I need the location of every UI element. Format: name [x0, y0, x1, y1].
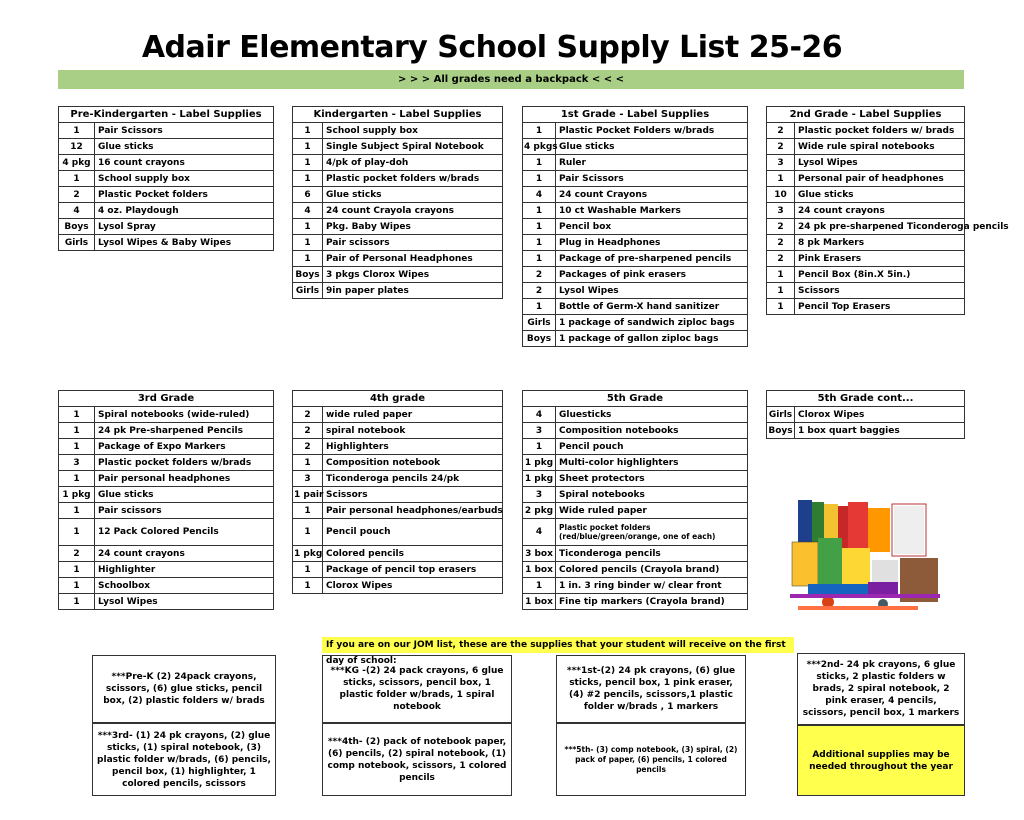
table-row: [523, 546, 748, 562]
table-row: [59, 123, 274, 139]
table-row: [293, 123, 503, 139]
quantity-cell: 1: [293, 562, 323, 578]
table-row: [59, 139, 274, 155]
quantity-cell: 1: [293, 503, 323, 519]
quantity-cell: 2: [767, 139, 795, 155]
table-row: [293, 219, 503, 235]
quantity-cell: 1 box: [523, 594, 556, 610]
jom-3rd-box: ***3rd- (1) 24 pk crayons, (2) glue sticks, (1) spiral notebook, (3) plastic folder w/brads, (6) pencils, pencil box, (1) highlighter, 1 colored pencils, scissors: [92, 723, 276, 796]
item-cell: Plastic Pocket folders: [95, 187, 274, 203]
quantity-cell: 1 pair: [293, 487, 323, 503]
grade-table: [292, 390, 503, 594]
item-cell: Lysol Wipes & Baby Wipes: [95, 235, 274, 251]
table-row: [523, 471, 748, 487]
table-row: [59, 546, 274, 562]
table-row: [523, 562, 748, 578]
table-row: [523, 171, 748, 187]
grade-table: [522, 106, 748, 347]
table-row: [293, 139, 503, 155]
item-cell: School supply box: [95, 171, 274, 187]
item-cell: Gluesticks: [556, 407, 748, 423]
item-cell: Pencil box: [556, 219, 748, 235]
item-cell: Schoolbox: [95, 578, 274, 594]
item-cell: Plug in Headphones: [556, 235, 748, 251]
item-cell: Ticonderoga pencils 24/pk: [323, 471, 503, 487]
quantity-cell: 1: [523, 203, 556, 219]
item-cell: 24 count crayons: [795, 203, 965, 219]
quantity-cell: 1: [523, 235, 556, 251]
item-cell: Plastic pocket folders w/ brads: [795, 123, 965, 139]
item-cell: 10 ct Washable Markers: [556, 203, 748, 219]
item-cell: Pkg. Baby Wipes: [323, 219, 503, 235]
table-row: [523, 139, 748, 155]
item-cell: Fine tip markers (Crayola brand): [556, 594, 748, 610]
table-row: [59, 562, 274, 578]
table-row: [59, 578, 274, 594]
table-row: [767, 423, 965, 439]
quantity-cell: 1: [767, 283, 795, 299]
quantity-cell: 1: [293, 171, 323, 187]
quantity-cell: 3: [523, 487, 556, 503]
quantity-cell: 3: [59, 455, 95, 471]
table-row: [523, 299, 748, 315]
quantity-cell: 2: [767, 123, 795, 139]
table-row: [767, 171, 965, 187]
table-row: [523, 235, 748, 251]
item-cell: Glue sticks: [323, 187, 503, 203]
item-cell: 1 package of sandwich ziploc bags: [556, 315, 748, 331]
table-row: [293, 267, 503, 283]
quantity-cell: 1: [59, 503, 95, 519]
table-row: [293, 407, 503, 423]
quantity-cell: 3: [523, 423, 556, 439]
table-row: [293, 235, 503, 251]
table-row: [523, 503, 748, 519]
table-row: [523, 487, 748, 503]
table-row: [293, 503, 503, 519]
table-row: [293, 562, 503, 578]
table-row: [523, 123, 748, 139]
jom-4th-box: ***4th- (2) pack of notebook paper, (6) pencils, (2) spiral notebook, (1) comp notebook, scissors, 1 colored pencils: [322, 723, 512, 796]
jom-5th-box: ***5th- (3) comp notebook, (3) spiral, (2) pack of paper, (6) pencils, 1 colored pencils: [556, 723, 746, 796]
quantity-cell: 2: [59, 187, 95, 203]
table-row: [59, 439, 274, 455]
table-row: [767, 267, 965, 283]
table-row: [59, 519, 274, 546]
table-row: [523, 155, 748, 171]
item-cell: Spiral notebooks (wide-ruled): [95, 407, 274, 423]
table-row: [293, 546, 503, 562]
quantity-cell: 3 box: [523, 546, 556, 562]
quantity-cell: 1 pkg: [523, 471, 556, 487]
table-row: [59, 235, 274, 251]
quantity-cell: Girls: [523, 315, 556, 331]
quantity-cell: 4: [59, 203, 95, 219]
table-row: [293, 519, 503, 546]
table-row: [59, 487, 274, 503]
table-row: [59, 503, 274, 519]
quantity-cell: 1: [523, 439, 556, 455]
item-cell: 12 Pack Colored Pencils: [95, 519, 274, 546]
item-cell: Ruler: [556, 155, 748, 171]
quantity-cell: 6: [293, 187, 323, 203]
page-title: Adair Elementary School Supply List 25-26: [141, 30, 843, 65]
grade-table: [58, 390, 274, 610]
quantity-cell: 1: [523, 155, 556, 171]
item-cell: Glue sticks: [795, 187, 965, 203]
item-cell: School supply box: [323, 123, 503, 139]
item-cell: Clorox Wipes: [795, 407, 965, 423]
grade-table: [766, 106, 1009, 315]
table-row: [523, 315, 748, 331]
item-cell: Highlighters: [323, 439, 503, 455]
jom-1st-box: ***1st-(2) 24 pk crayons, (6) glue sticks, pencil box, 1 pink eraser, (4) #2 pencils, scissors,1 plastic folder w/brads , 1 markers: [556, 655, 746, 723]
quantity-cell: 3: [767, 155, 795, 171]
quantity-cell: 1: [523, 219, 556, 235]
backpack-banner: > > > All grades need a backpack < < <: [58, 70, 964, 89]
item-cell: Pair of Personal Headphones: [323, 251, 503, 267]
item-cell: Pair personal headphones: [95, 471, 274, 487]
table-row: [293, 203, 503, 219]
table-row: [523, 455, 748, 471]
table-title: 1st Grade - Label Supplies: [523, 107, 748, 123]
table-row: [767, 155, 965, 171]
table-row: [767, 187, 965, 203]
table-row: [523, 578, 748, 594]
quantity-cell: 1 pkg: [523, 455, 556, 471]
quantity-cell: 2: [767, 235, 795, 251]
item-cell: Ticonderoga pencils: [556, 546, 748, 562]
quantity-cell: 1: [59, 407, 95, 423]
item-cell: Package of pencil top erasers: [323, 562, 503, 578]
quantity-cell: 4 pkg: [59, 155, 95, 171]
table-row: [523, 187, 748, 203]
quantity-cell: 2 pkg: [523, 503, 556, 519]
jom-kg-box: ***KG -(2) 24 pack crayons, 6 glue sticks, scissors, pencil box, 1 plastic folder w/brads, 1 spiral notebook: [322, 655, 512, 723]
table-row: [293, 171, 503, 187]
item-cell: Multi-color highlighters: [556, 455, 748, 471]
quantity-cell: 1: [523, 171, 556, 187]
item-cell: Package of Expo Markers: [95, 439, 274, 455]
quantity-cell: 2: [293, 439, 323, 455]
item-cell: Scissors: [795, 283, 965, 299]
table-row: [59, 203, 274, 219]
item-cell: 1 package of gallon ziploc bags: [556, 331, 748, 347]
item-cell: 4/pk of play-doh: [323, 155, 503, 171]
quantity-cell: Girls: [59, 235, 95, 251]
table-row: [293, 471, 503, 487]
quantity-cell: Boys: [59, 219, 95, 235]
quantity-cell: 1: [767, 299, 795, 315]
quantity-cell: 2: [767, 251, 795, 267]
item-cell: Wide rule spiral notebooks: [795, 139, 965, 155]
item-cell: Pair Scissors: [95, 123, 274, 139]
table-row: [523, 331, 748, 347]
quantity-cell: 2: [523, 283, 556, 299]
item-cell: Plastic Pocket Folders w/brads: [556, 123, 748, 139]
table-title: 5th Grade cont...: [767, 391, 965, 407]
quantity-cell: 1: [523, 299, 556, 315]
quantity-cell: 1: [59, 594, 95, 610]
item-cell: Colored pencils (Crayola brand): [556, 562, 748, 578]
item-cell: 24 pk Pre-sharpened Pencils: [95, 423, 274, 439]
item-cell: Bottle of Germ-X hand sanitizer: [556, 299, 748, 315]
table-row: [767, 407, 965, 423]
quantity-cell: Boys: [767, 423, 795, 439]
item-cell: Glue sticks: [95, 487, 274, 503]
quantity-cell: 4 pkgs: [523, 139, 556, 155]
item-cell: Plastic pocket folders w/brads: [323, 171, 503, 187]
item-cell: Pencil pouch: [323, 519, 503, 546]
item-cell: Composition notebooks: [556, 423, 748, 439]
additional-supplies-note: Additional supplies may be needed throughout the year: [797, 725, 965, 796]
item-cell: 24 count Crayola crayons: [323, 203, 503, 219]
table-row: [523, 203, 748, 219]
table-row: [59, 471, 274, 487]
quantity-cell: 1: [293, 155, 323, 171]
item-cell: wide ruled paper: [323, 407, 503, 423]
quantity-cell: Girls: [293, 283, 323, 299]
item-cell: Wide ruled paper: [556, 503, 748, 519]
quantity-cell: 2: [523, 267, 556, 283]
item-cell: spiral notebook: [323, 423, 503, 439]
table-row: [293, 155, 503, 171]
table-row: [523, 283, 748, 299]
item-cell: Clorox Wipes: [323, 578, 503, 594]
table-row: [767, 251, 965, 267]
item-cell: 8 pk Markers: [795, 235, 965, 251]
item-cell: 4 oz. Playdough: [95, 203, 274, 219]
quantity-cell: 1: [293, 519, 323, 546]
quantity-cell: 1: [767, 171, 795, 187]
table-row: [59, 407, 274, 423]
quantity-cell: 1: [293, 235, 323, 251]
table-row: [59, 187, 274, 203]
quantity-cell: 4: [523, 519, 556, 546]
item-cell: Composition notebook: [323, 455, 503, 471]
quantity-cell: 1: [293, 139, 323, 155]
table-row: [293, 251, 503, 267]
item-cell: Lysol Wipes: [95, 594, 274, 610]
quantity-cell: 1: [59, 471, 95, 487]
table-row: [59, 171, 274, 187]
quantity-cell: 4: [523, 187, 556, 203]
item-cell: Pencil pouch: [556, 439, 748, 455]
table-row: [767, 299, 965, 315]
item-cell: Plastic pocket folders w/brads: [95, 455, 274, 471]
quantity-cell: 4: [293, 203, 323, 219]
table-row: [767, 283, 965, 299]
quantity-cell: 1 pkg: [59, 487, 95, 503]
quantity-cell: 1: [59, 519, 95, 546]
quantity-cell: 1: [293, 251, 323, 267]
item-cell: Glue sticks: [556, 139, 748, 155]
table-row: [293, 283, 503, 299]
item-cell: Pair personal headphones/earbuds: [323, 503, 503, 519]
table-row: [767, 219, 965, 235]
item-cell: Personal pair of headphones: [795, 171, 965, 187]
item-cell: Scissors: [323, 487, 503, 503]
table-row: [293, 439, 503, 455]
quantity-cell: 1: [767, 267, 795, 283]
table-row: [523, 423, 748, 439]
quantity-cell: 2: [293, 423, 323, 439]
item-cell: Lysol Spray: [95, 219, 274, 235]
quantity-cell: 2: [293, 407, 323, 423]
table-title: 3rd Grade: [59, 391, 274, 407]
table-title: Pre-Kindergarten - Label Supplies: [59, 107, 274, 123]
item-cell: 24 count crayons: [95, 546, 274, 562]
table-row: [523, 407, 748, 423]
quantity-cell: 1: [59, 562, 95, 578]
item-cell: Glue sticks: [95, 139, 274, 155]
quantity-cell: 1: [59, 171, 95, 187]
table-row: [59, 155, 274, 171]
table-row: [293, 578, 503, 594]
quantity-cell: 1 box: [523, 562, 556, 578]
item-cell: 24 pk pre-sharpened Ticonderoga pencils: [795, 219, 965, 235]
item-cell: 3 pkgs Clorox Wipes: [323, 267, 503, 283]
grade-table: [522, 390, 748, 610]
item-cell: Sheet protectors: [556, 471, 748, 487]
jom-banner: If you are on our JOM list, these are the supplies that your student will receive on the first day of school:: [322, 637, 794, 653]
table-row: [523, 251, 748, 267]
item-cell: Highlighter: [95, 562, 274, 578]
jom-2nd-box: ***2nd- 24 pk crayons, 6 glue sticks, 2 plastic folders w brads, 2 spiral notebook, 2 pink eraser, 4 pencils, scissors, pencil box, 1 markers: [797, 653, 965, 725]
grade-table: [58, 106, 274, 251]
quantity-cell: 12: [59, 139, 95, 155]
quantity-cell: 3: [767, 203, 795, 219]
table-title: 5th Grade: [523, 391, 748, 407]
quantity-cell: 4: [523, 407, 556, 423]
jom-prek-box: ***Pre-K (2) 24pack crayons, scissors, (6) glue sticks, pencil box, (2) plastic folders w/ brads: [92, 655, 276, 723]
quantity-cell: Boys: [293, 267, 323, 283]
table-row: [293, 487, 503, 503]
table-row: [767, 123, 965, 139]
table-row: [523, 594, 748, 610]
item-cell: Pair Scissors: [556, 171, 748, 187]
item-cell: Single Subject Spiral Notebook: [323, 139, 503, 155]
item-cell: Pair scissors: [95, 503, 274, 519]
table-row: [767, 235, 965, 251]
item-cell: 9in paper plates: [323, 283, 503, 299]
table-row: [59, 455, 274, 471]
item-cell: 1 box quart baggies: [795, 423, 965, 439]
table-title: 2nd Grade - Label Supplies: [767, 107, 965, 123]
quantity-cell: 1: [523, 123, 556, 139]
quantity-cell: 1: [293, 578, 323, 594]
table-row: [767, 203, 965, 219]
item-cell: Pencil Box (8in.X 5in.): [795, 267, 965, 283]
quantity-cell: Girls: [767, 407, 795, 423]
item-cell: Lysol Wipes: [795, 155, 965, 171]
quantity-cell: 1: [523, 251, 556, 267]
table-row: [293, 423, 503, 439]
quantity-cell: Boys: [523, 331, 556, 347]
item-cell: Colored pencils: [323, 546, 503, 562]
table-title: Kindergarten - Label Supplies: [293, 107, 503, 123]
table-row: [523, 519, 748, 546]
table-row: [523, 219, 748, 235]
table-row: [59, 594, 274, 610]
quantity-cell: 1: [59, 123, 95, 139]
item-cell: 1 in. 3 ring binder w/ clear front: [556, 578, 748, 594]
table-row: [293, 455, 503, 471]
quantity-cell: 2: [767, 219, 795, 235]
item-cell: 16 count crayons: [95, 155, 274, 171]
quantity-cell: 1: [293, 455, 323, 471]
quantity-cell: 1: [293, 123, 323, 139]
table-title: 4th grade: [293, 391, 503, 407]
item-cell: Spiral notebooks: [556, 487, 748, 503]
item-cell: Pair scissors: [323, 235, 503, 251]
grade-table: [292, 106, 503, 299]
item-cell: 24 count Crayons: [556, 187, 748, 203]
table-row: [59, 423, 274, 439]
quantity-cell: 1: [523, 578, 556, 594]
item-cell: Pink Erasers: [795, 251, 965, 267]
table-row: [293, 187, 503, 203]
quantity-cell: 1: [293, 219, 323, 235]
quantity-cell: 3: [293, 471, 323, 487]
quantity-cell: 2: [59, 546, 95, 562]
table-row: [523, 439, 748, 455]
quantity-cell: 10: [767, 187, 795, 203]
quantity-cell: 1 pkg: [293, 546, 323, 562]
school-supplies-image: [788, 498, 944, 616]
item-cell: Packages of pink erasers: [556, 267, 748, 283]
quantity-cell: 1: [59, 423, 95, 439]
item-cell: Lysol Wipes: [556, 283, 748, 299]
item-cell: Pencil Top Erasers: [795, 299, 965, 315]
grade-table: [766, 390, 965, 439]
item-cell: Plastic pocket folders (red/blue/green/orange, one of each): [556, 519, 748, 546]
table-row: [59, 219, 274, 235]
item-cell: Package of pre-sharpened pencils: [556, 251, 748, 267]
table-row: [523, 267, 748, 283]
quantity-cell: 1: [59, 439, 95, 455]
table-row: [767, 139, 965, 155]
quantity-cell: 1: [59, 578, 95, 594]
